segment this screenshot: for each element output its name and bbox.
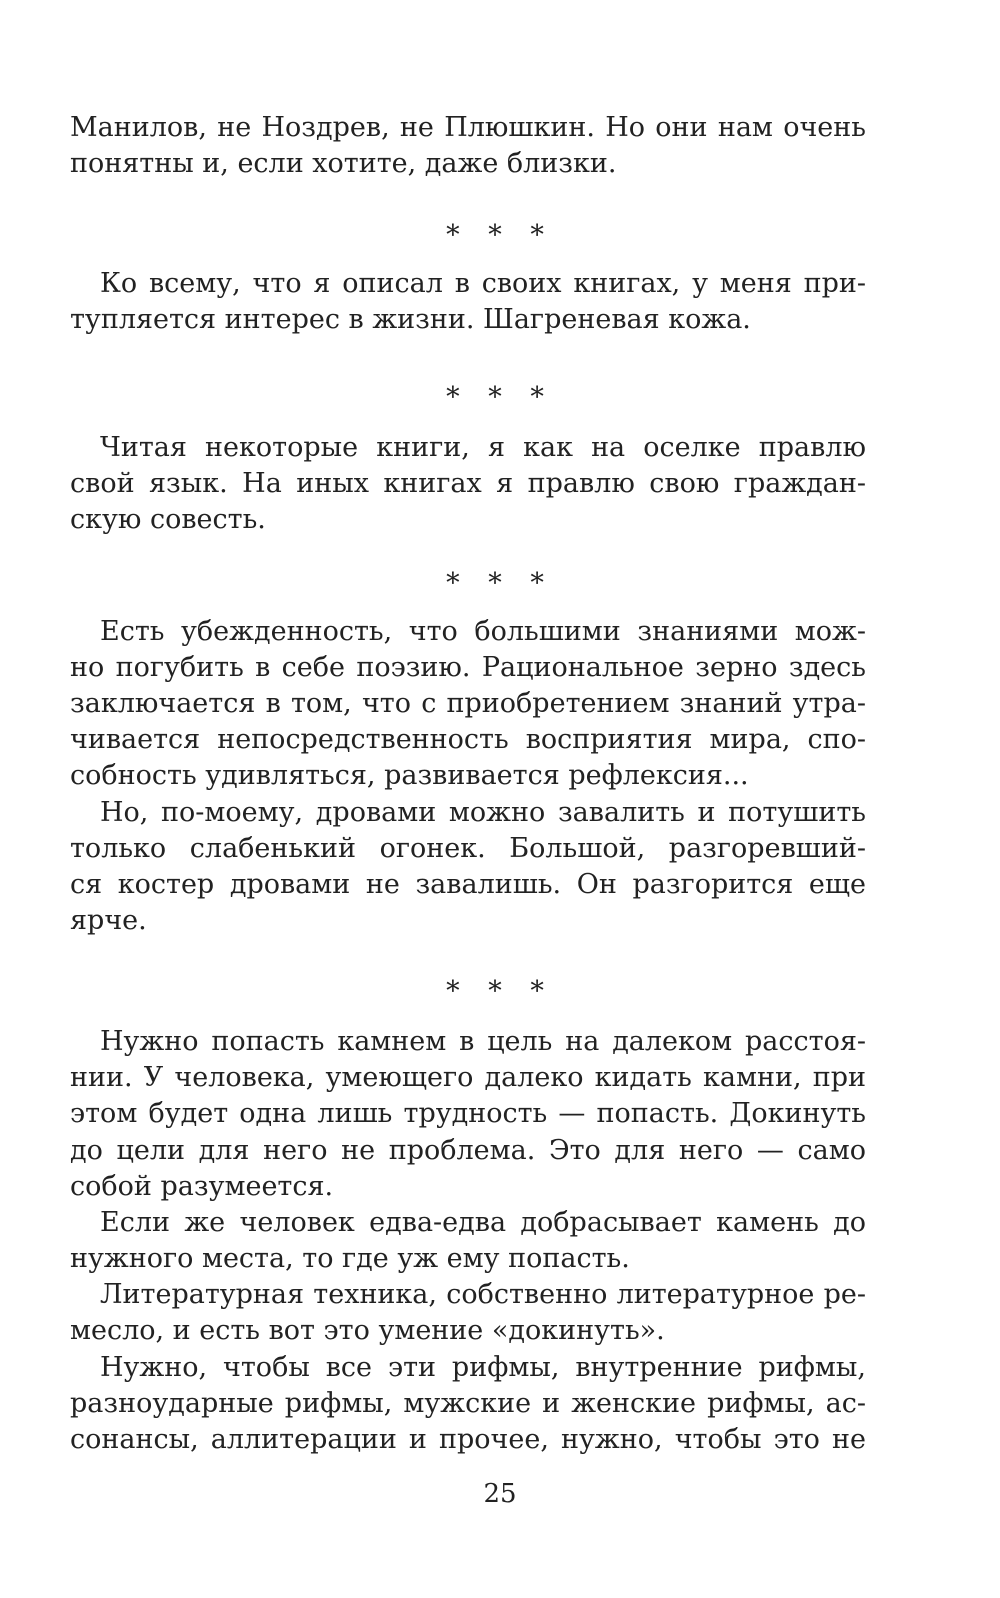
text-line: Нужно, чтобы все эти рифмы, внутренние рифмы, [100,1352,866,1383]
text-line: только слабенький огонек. Большой, разгоревший- [70,833,866,864]
section-separator: * * * [446,382,554,413]
text-line: понятны и, если хотите, даже близки. [70,148,617,179]
text-line: собой разумеется. [70,1171,334,1202]
text-line: до цели для него не проблема. Это для него — само [70,1135,866,1166]
text-line: Но, по-моему, дровами можно завалить и потушить [100,797,866,828]
text-line: нужного места, то где уж ему попасть. [70,1243,630,1274]
text-line: месло, и есть вот это умение «докинуть». [70,1315,665,1346]
section-separator: * * * [446,568,554,599]
text-line: ся костер дровами не завалишь. Он разгорится еще [70,869,866,900]
text-line: заключается в том, что с приобретением знаний утра- [70,688,866,719]
text-line: собность удивляться, развивается рефлексия... [70,760,749,791]
section-separator: * * * [446,220,554,251]
text-line: но погубить в себе поэзию. Рациональное зерно здесь [70,652,866,683]
section-separator: * * * [446,976,554,1007]
text-line: нии. У человека, умеющего далеко кидать камни, при [70,1062,866,1093]
text-line: Манилов, не Ноздрев, не Плюшкин. Но они нам очень [70,112,866,143]
text-line: тупляется интерес в жизни. Шагреневая кожа. [70,304,751,335]
text-line: Литературная техника, собственно литературное ре- [100,1279,866,1310]
text-line: чивается непосредственность восприятия мира, спо- [70,724,866,755]
text-line: Нужно попасть камнем в цель на далеком расстоя- [100,1026,866,1057]
text-line: Читая некоторые книги, я как на оселке правлю [100,432,866,463]
text-line: ярче. [70,905,147,936]
text-line: Ко всему, что я описал в своих книгах, у меня при- [100,268,866,299]
text-line: Есть убежденность, что большими знаниями мож- [100,616,866,647]
text-line: скую совесть. [70,504,266,535]
text-line: свой язык. На иных книгах я правлю свою граждан- [70,468,866,499]
text-line: этом будет одна лишь трудность — попасть. Докинуть [70,1098,866,1129]
text-line: разноударные рифмы, мужские и женские рифмы, ас- [70,1388,866,1419]
text-line: сонансы, аллитерации и прочее, нужно, чтобы это не [70,1424,866,1455]
text-line: Если же человек едва-едва добрасывает камень до [100,1207,866,1238]
page-number: 25 [483,1479,517,1509]
